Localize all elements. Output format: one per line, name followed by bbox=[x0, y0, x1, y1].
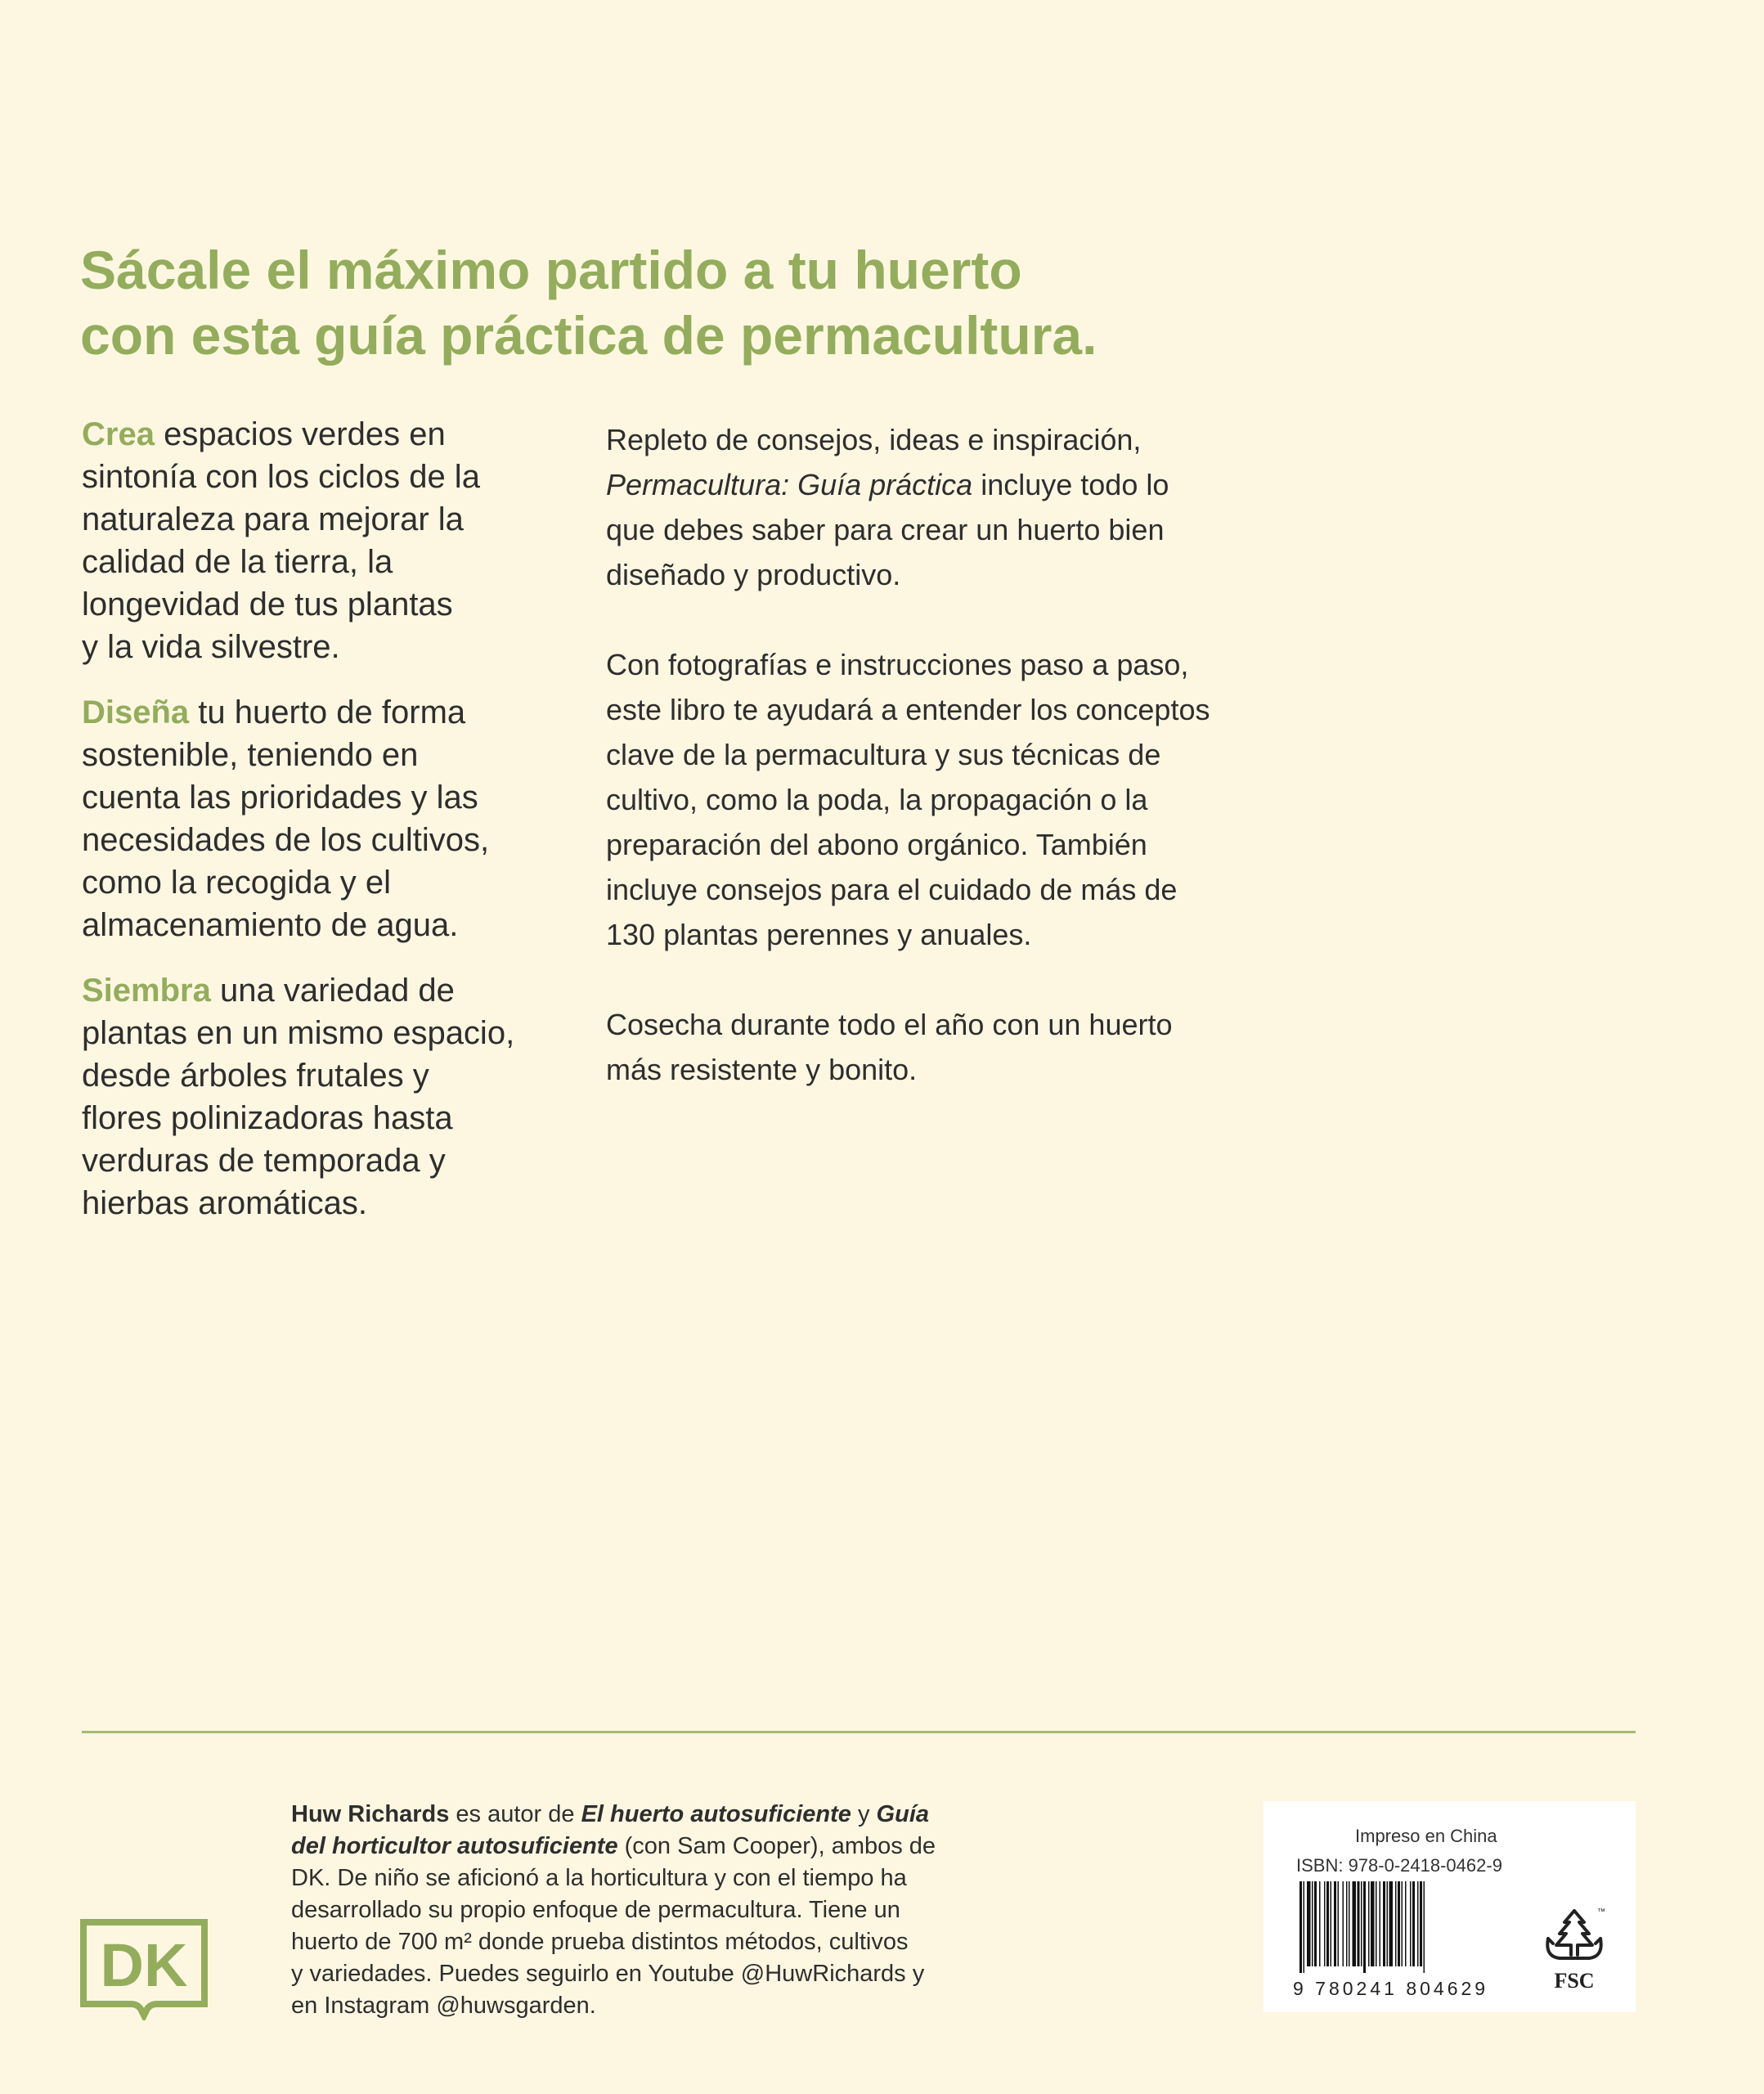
fsc-label: FSC bbox=[1554, 1969, 1595, 1993]
bio-line: en Instagram @huwsgarden. bbox=[291, 1993, 596, 2019]
barcode-bar bbox=[1307, 1881, 1311, 1966]
barcode-digits: 9 780241 804629 bbox=[1293, 1978, 1489, 1999]
paragraph-line: hierbas aromáticas. bbox=[82, 1185, 368, 1221]
keyword-disena: Diseña bbox=[82, 694, 190, 730]
text-fragment: es autor de bbox=[449, 1801, 581, 1827]
paragraph-line: Con fotografías e instrucciones paso a paso, bbox=[606, 648, 1189, 681]
barcode-bar bbox=[1331, 1881, 1332, 1966]
barcode-bar bbox=[1405, 1881, 1407, 1966]
barcode-bar bbox=[1346, 1881, 1348, 1966]
paragraph-line: verduras de temporada y bbox=[82, 1143, 446, 1179]
barcode-bar bbox=[1312, 1881, 1313, 1966]
paragraph-disena bbox=[82, 691, 572, 946]
paragraph-line: longevidad de tus plantas bbox=[82, 586, 453, 622]
barcode-bar bbox=[1334, 1881, 1336, 1966]
barcode-bar bbox=[1420, 1881, 1422, 1966]
author-bio bbox=[291, 1799, 978, 2022]
barcode-bar bbox=[1410, 1881, 1412, 1966]
text-fragment: incluye todo lo bbox=[972, 468, 1169, 501]
paragraph-line: desde árboles frutales y bbox=[82, 1058, 429, 1094]
left-column bbox=[82, 413, 572, 1247]
isbn-label: ISBN: 978-0-2418-0462-9 bbox=[1296, 1855, 1502, 1876]
barcode-bar bbox=[1395, 1881, 1397, 1966]
paragraph-line: incluye consejos para el cuidado de más de bbox=[606, 873, 1178, 906]
book-title: Guía bbox=[876, 1801, 930, 1827]
barcode-bar bbox=[1376, 1881, 1377, 1966]
paragraph-siembra bbox=[82, 969, 572, 1224]
barcode-bar bbox=[1380, 1881, 1381, 1966]
barcode-bar bbox=[1324, 1881, 1326, 1966]
barcode-bar bbox=[1353, 1881, 1357, 1966]
details-paragraph bbox=[606, 642, 1342, 957]
headline-line-1: Sácale el máximo partido a tu huerto bbox=[80, 240, 1022, 300]
book-title: Permacultura: Guía práctica bbox=[606, 468, 973, 501]
keyword-crea: Crea bbox=[82, 416, 155, 452]
book-title: El huerto autosuficiente bbox=[581, 1801, 851, 1827]
paragraph-line: Cosecha durante todo el año con un huerto bbox=[606, 1008, 1173, 1041]
bio-line: DK. De niño se aficionó a la horticultura y con el tiempo ha bbox=[291, 1865, 907, 1891]
dk-logo bbox=[80, 1919, 208, 2020]
barcode-bar bbox=[1304, 1881, 1305, 1973]
fsc-tm: ™ bbox=[1597, 1908, 1605, 1917]
text-fragment: (con Sam Cooper), ambos de bbox=[617, 1833, 936, 1859]
paragraph-line: cuenta las prioridades y las bbox=[82, 780, 478, 816]
barcode-bar bbox=[1358, 1881, 1360, 1966]
barcode-bar bbox=[1387, 1881, 1389, 1966]
author-name: Huw Richards bbox=[291, 1801, 450, 1827]
barcode-bar bbox=[1314, 1881, 1317, 1966]
barcode-bar bbox=[1398, 1881, 1400, 1966]
intro-paragraph bbox=[606, 417, 1342, 597]
paragraph-line: almacenamiento de agua. bbox=[82, 907, 459, 943]
barcode-bar bbox=[1319, 1881, 1321, 1966]
text-fragment: tu huerto de forma bbox=[189, 694, 466, 730]
book-title: del horticultor autosuficiente bbox=[291, 1833, 618, 1859]
barcode-bar bbox=[1417, 1881, 1419, 1966]
barcode-bar bbox=[1299, 1881, 1302, 1973]
paragraph-line: calidad de la tierra, la bbox=[82, 544, 393, 580]
paragraph-crea bbox=[82, 413, 572, 668]
barcode-bar bbox=[1412, 1881, 1415, 1966]
paragraph-line: necesidades de los cultivos, bbox=[82, 822, 490, 858]
keyword-siembra: Siembra bbox=[82, 973, 211, 1009]
paragraph-line: preparación del abono orgánico. También bbox=[606, 828, 1147, 861]
bio-line: y variedades. Puedes seguirlo en Youtube @HuwRichards y bbox=[291, 1961, 925, 1987]
paragraph-line: diseñado y productivo. bbox=[606, 558, 901, 591]
paragraph-line: como la recogida y el bbox=[82, 865, 391, 901]
dk-logo-text: DK bbox=[100, 1931, 188, 1999]
headline-line-2: con esta guía práctica de permacultura. bbox=[80, 305, 1097, 366]
barcode-panel bbox=[1264, 1801, 1636, 2012]
barcode-bar bbox=[1424, 1881, 1425, 1973]
fsc-logo bbox=[1542, 1906, 1607, 1996]
paragraph-line: sostenible, teniendo en bbox=[82, 737, 419, 773]
section-divider bbox=[82, 1731, 1636, 1733]
bio-line: huerto de 700 m² donde prueba distintos métodos, cultivos bbox=[291, 1929, 909, 1955]
paragraph-line: plantas en un mismo espacio, bbox=[82, 1015, 515, 1051]
paragraph-line: naturaleza para mejorar la bbox=[82, 501, 464, 537]
bio-line bbox=[291, 1831, 978, 1863]
barcode-bar bbox=[1368, 1881, 1370, 1966]
barcode-bar bbox=[1349, 1881, 1350, 1966]
barcode-bar bbox=[1371, 1881, 1375, 1966]
paragraph-line: y la vida silvestre. bbox=[82, 629, 340, 665]
barcode-bar bbox=[1389, 1881, 1394, 1966]
headline bbox=[80, 237, 1470, 368]
paragraph-line bbox=[82, 691, 572, 734]
bio-line: desarrollado su propio enfoque de permacultura. Tiene un bbox=[291, 1897, 900, 1923]
paragraph-line: este libro te ayudará a entender los conceptos bbox=[606, 693, 1210, 726]
paragraph-line: sintonía con los ciclos de la bbox=[82, 459, 480, 495]
paragraph-line: más resistente y bonito. bbox=[606, 1053, 918, 1086]
paragraph-line: clave de la permacultura y sus técnicas de bbox=[606, 738, 1161, 771]
barcode-bar bbox=[1383, 1881, 1385, 1966]
closing-paragraph bbox=[606, 1002, 1342, 1092]
bio-line bbox=[291, 1799, 978, 1831]
paragraph-line bbox=[82, 413, 572, 456]
barcode-icon bbox=[1299, 1881, 1509, 1973]
paragraph-line bbox=[82, 969, 572, 1012]
text-fragment: espacios verdes en bbox=[154, 416, 446, 452]
paragraph-line: 130 plantas perennes y anuales. bbox=[606, 918, 1032, 951]
text-fragment: y bbox=[851, 1801, 877, 1827]
barcode-bar bbox=[1402, 1881, 1403, 1966]
right-column bbox=[606, 417, 1342, 1137]
barcode-bar bbox=[1338, 1881, 1340, 1966]
paragraph-line: flores polinizadoras hasta bbox=[82, 1100, 453, 1136]
barcode-bar bbox=[1363, 1881, 1366, 1973]
printed-in-label: Impreso en China bbox=[1355, 1826, 1497, 1846]
barcode-bar bbox=[1343, 1881, 1344, 1966]
barcode-bar bbox=[1326, 1881, 1329, 1966]
paragraph-line: cultivo, como la poda, la propagación o la bbox=[606, 783, 1148, 816]
paragraph-line: que debes saber para crear un huerto bien bbox=[606, 513, 1165, 546]
barcode-bar bbox=[1361, 1881, 1362, 1966]
text-fragment: una variedad de bbox=[210, 973, 455, 1009]
paragraph-line: Repleto de consejos, ideas e inspiración, bbox=[606, 423, 1142, 456]
paragraph-line bbox=[606, 462, 1342, 507]
